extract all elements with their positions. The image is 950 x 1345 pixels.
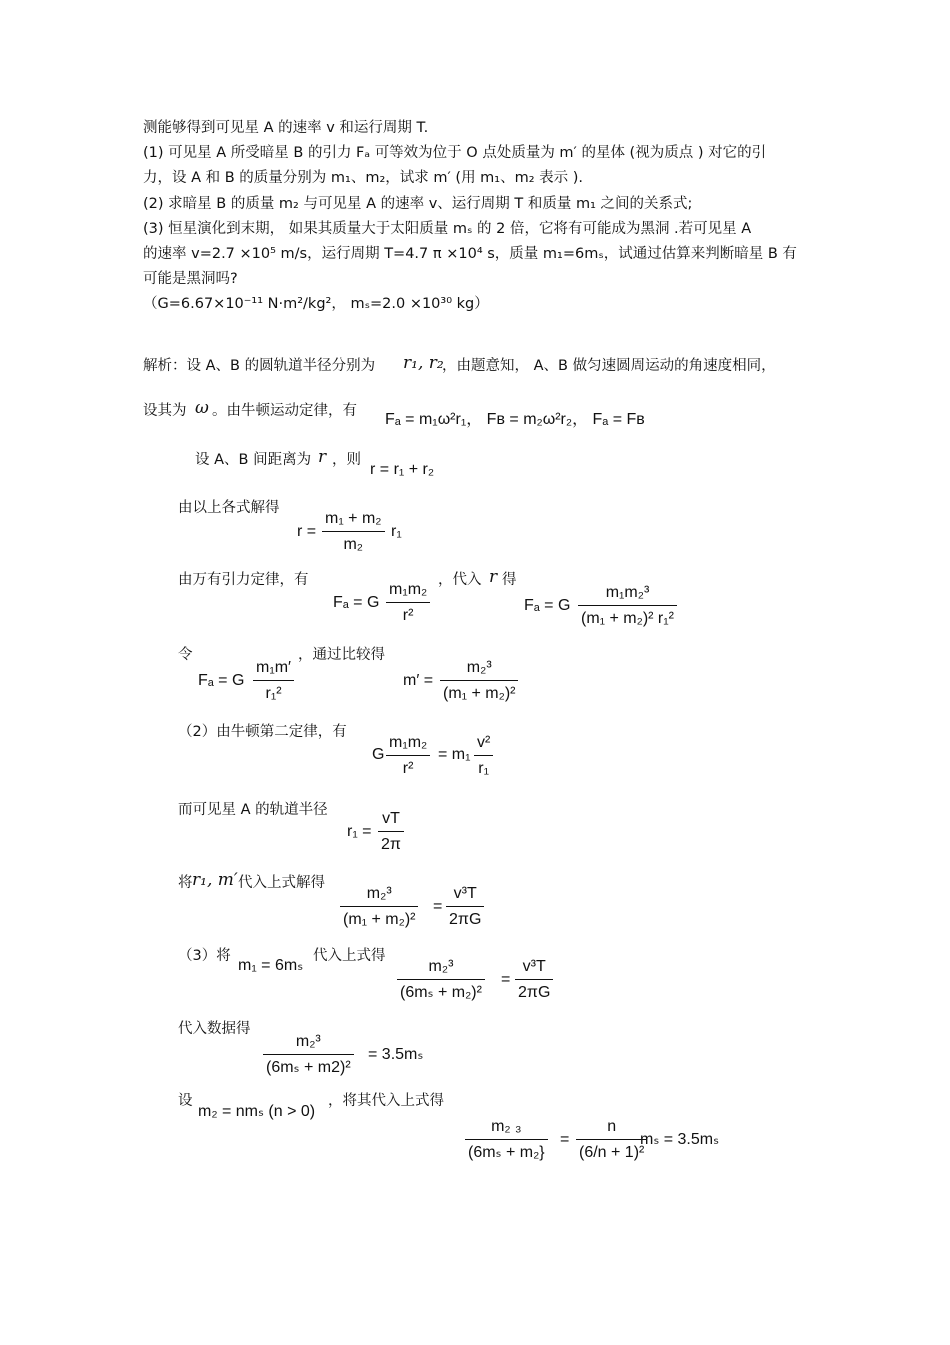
r-fraction <box>322 511 385 553</box>
mprime-denominator: (m₁ + m₂)² <box>443 685 516 702</box>
fa2-fraction <box>578 585 677 627</box>
relation-numerator2: v³T <box>453 885 477 902</box>
let-n-text-cont: ，将其代入上式得 <box>328 1093 444 1109</box>
r1-lhs: r₁ = <box>347 823 372 840</box>
solution-intro-cont: ，由题意知， A、B 做匀速圆周运动的角速度相同， <box>442 358 776 374</box>
force-equations: Fₐ = m₁ω²r₁， Fʙ = m₂ω²r₂， Fₐ = Fʙ <box>385 411 645 428</box>
r1-numerator: vT <box>382 810 400 827</box>
let-n-eq: m₂ = nmₛ (n > 0) <box>198 1103 316 1120</box>
let-text: 令 <box>178 647 193 663</box>
final-result: mₛ = 3.5mₛ <box>640 1131 720 1148</box>
fa3-fraction <box>253 660 294 702</box>
part3-fraction2 <box>515 959 553 1001</box>
substitute-get: 得 <box>502 572 517 588</box>
relation-denominator2: 2πG <box>449 911 482 928</box>
fa-fraction <box>386 582 430 624</box>
newton2-numerator2: v² <box>477 734 491 751</box>
r-numerator: m₁ + m₂ <box>325 510 382 527</box>
newton-law-text: 。由牛顿运动定律，有 <box>212 403 357 419</box>
data-result: = 3.5mₛ <box>368 1046 424 1063</box>
newton2-fraction2 <box>474 735 493 777</box>
fa3-denominator: r₁² <box>265 685 282 702</box>
data-text: 代入数据得 <box>178 1021 251 1037</box>
substitute2-symbols: r₁, m′ <box>192 870 238 890</box>
fa-numerator: m₁m₂ <box>389 581 428 598</box>
part3-denominator2: 2πG <box>518 984 551 1001</box>
problem-line-6: 的速率 v=2.7 ×10⁵ m/s，运行周期 T=4.7 π ×10⁴ s，质量 m₁=6mₛ，试通过估算来判断暗星 B 有 <box>143 246 797 262</box>
let-n-text: 设 <box>178 1093 193 1109</box>
part2-text: （2）由牛顿第二定律，有 <box>178 724 347 740</box>
distance-equation: r = r₁ + r₂ <box>370 461 435 478</box>
radius-symbols: r₁, r₂ <box>403 353 444 373</box>
problem-line-8: （G=6.67×10⁻¹¹ N·m²/kg²， mₛ=2.0 ×10³⁰ kg） <box>143 296 489 312</box>
part3-numerator2: v³T <box>522 958 546 975</box>
substitute2-text: 将 <box>178 875 193 891</box>
relation-fraction <box>340 886 418 928</box>
distance-symbol: r <box>318 447 327 467</box>
relation-denominator: (m₁ + m₂)² <box>343 911 416 928</box>
relation-eq: = <box>433 898 443 915</box>
data-fraction <box>263 1034 354 1076</box>
problem-line-3: 力，设 A 和 B 的质量分别为 m₁、m₂，试求 m′ (用 m₁、m₂ 表示 ). <box>143 170 584 186</box>
fa2-denominator: (m₁ + m₂)² r₁² <box>581 610 674 627</box>
final-numerator2: n <box>607 1118 617 1135</box>
part3-fraction <box>397 959 485 1001</box>
newton2-denominator2: r₁ <box>478 760 490 777</box>
fa3-numerator: m₁m′ <box>256 659 292 676</box>
fa2-lhs: Fₐ = G <box>524 597 571 614</box>
final-denominator: (6mₛ + m₂} <box>468 1144 545 1161</box>
mprime-lhs: m′ = <box>403 672 434 689</box>
problem-line-7: 可能是黑洞吗? <box>143 271 238 287</box>
substitute-text: ，代入 <box>438 572 482 588</box>
mprime-numerator: m₂³ <box>466 659 492 676</box>
newton2-fraction <box>386 735 430 777</box>
part3-text-cont: 代入上式得 <box>313 948 386 964</box>
orbit-radius-text: 而可见星 A 的轨道半径 <box>178 802 328 818</box>
substitute2-text-cont: 代入上式解得 <box>238 875 325 891</box>
omega-intro: 设其为 <box>143 403 187 419</box>
part3-text: （3）将 <box>178 948 231 964</box>
compare-text: ，通过比较得 <box>298 647 385 663</box>
distance-text: 设 A、B 间距离为 <box>195 452 312 468</box>
problem-line-1: 测能够得到可见星 A 的速率 v 和运行周期 T. <box>143 120 429 136</box>
mprime-fraction <box>440 660 518 702</box>
r1-denominator: 2π <box>381 836 401 853</box>
substitute-symbol: r <box>489 567 498 587</box>
solve-text: 由以上各式解得 <box>178 500 280 516</box>
r1-fraction <box>378 811 404 853</box>
part3-numerator: m₂³ <box>428 958 454 975</box>
final-eq: = <box>560 1131 570 1148</box>
relation-numerator: m₂³ <box>366 885 392 902</box>
part3-denominator: (6mₛ + m₂)² <box>400 984 482 1001</box>
data-denominator: (6mₛ + m2)² <box>266 1059 351 1076</box>
newton2-eq: = m₁ <box>438 746 471 763</box>
distance-text-cont: ，则 <box>332 452 361 468</box>
relation-fraction2 <box>446 886 484 928</box>
newton2-numerator: m₁m₂ <box>389 734 428 751</box>
r-lhs: r = <box>297 523 317 540</box>
fa2-numerator: m₁m₂³ <box>605 584 650 601</box>
solution-intro: 解析：设 A、B 的圆轨道半径分别为 <box>143 358 376 374</box>
fa3-lhs: Fₐ = G <box>198 672 245 689</box>
final-denominator2: (6/n + 1)² <box>579 1144 645 1161</box>
problem-line-2: (1) 可见星 A 所受暗星 B 的引力 Fₐ 可等效为位于 O 点处质量为 m′ 的星体 (视为质点 ) 对它的引 <box>143 145 767 161</box>
omega-symbol: ω <box>195 398 209 418</box>
part3-eq2: = <box>501 971 511 988</box>
part3-eq: m₁ = 6mₛ <box>238 957 304 974</box>
fa-lhs: Fₐ = G <box>333 594 380 611</box>
gravitation-text: 由万有引力定律，有 <box>178 572 309 588</box>
newton2-denominator: r² <box>402 760 414 777</box>
final-fraction <box>465 1119 548 1161</box>
final-numerator: m₂ ₃ <box>491 1118 522 1135</box>
final-fraction2 <box>576 1119 647 1161</box>
fa-denominator: r² <box>402 607 414 624</box>
newton2-g: G <box>372 746 385 763</box>
problem-line-4: (2) 求暗星 B 的质量 m₂ 与可见星 A 的速率 v、运行周期 T 和质量 m₁ 之间的关系式; <box>143 196 693 212</box>
problem-line-5: (3) 恒星演化到末期， 如果其质量大于太阳质量 mₛ 的 2 倍，它将有可能成为黑洞 .若可见星 A <box>143 221 752 237</box>
r-tail: r₁ <box>391 523 402 540</box>
r-denominator: m₂ <box>343 536 364 553</box>
data-numerator: m₂³ <box>295 1033 321 1050</box>
